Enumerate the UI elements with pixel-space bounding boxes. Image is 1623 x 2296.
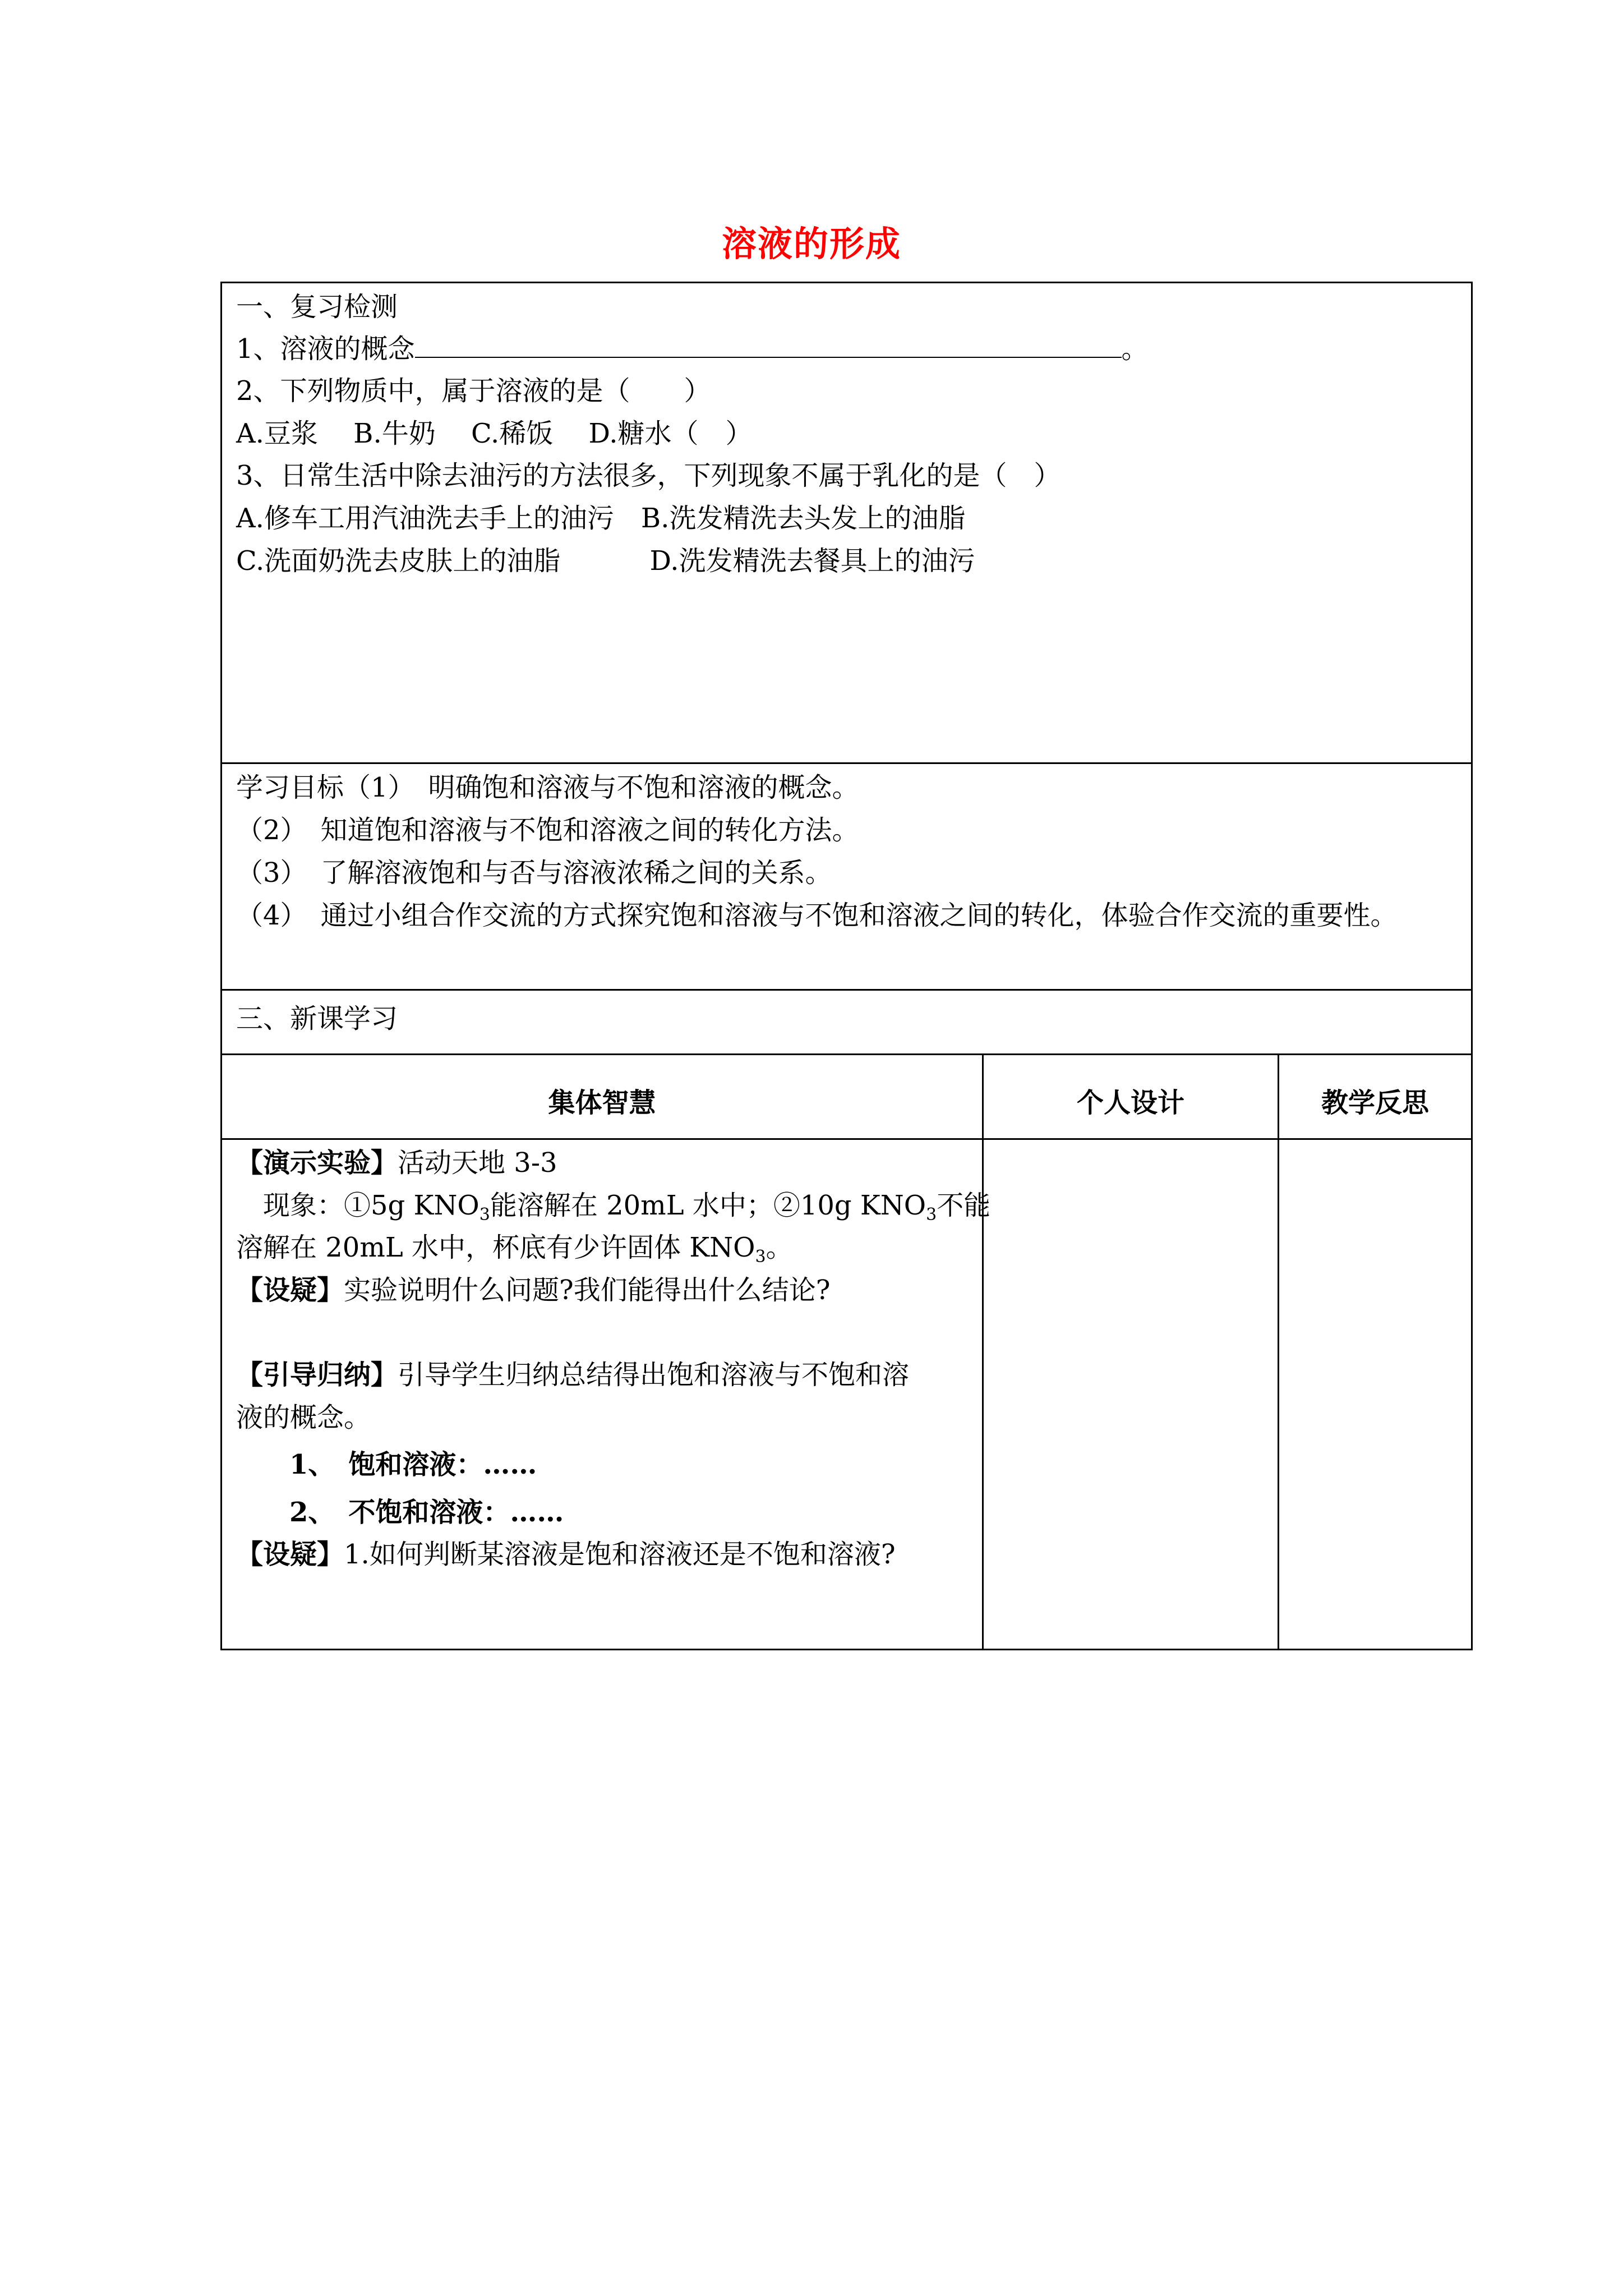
- lesson-table: [220, 1053, 1473, 1650]
- guide-summary-cont: 液的概念。: [236, 1402, 371, 1433]
- goal-2: （2） 知道饱和溶液与不饱和溶液之间的转化方法。: [236, 815, 859, 846]
- subscript: 3: [479, 1205, 490, 1225]
- goals-section: [220, 762, 1473, 991]
- phenomenon-text-c: 不能: [937, 1190, 991, 1221]
- new-lesson-heading: 三、新课学习: [236, 1003, 398, 1034]
- question-3-options-ab: A.修车工用汽油洗去手上的油污 B.洗发精洗去头发上的油脂: [236, 503, 966, 534]
- question-text: 实验说明什么问题?我们能得出什么结论?: [344, 1274, 831, 1306]
- guide-summary: [236, 1358, 909, 1392]
- question-1-end: 。: [1121, 333, 1149, 365]
- subscript: 3: [926, 1205, 937, 1225]
- column-divider: [982, 1055, 984, 1649]
- review-heading: 一、复习检测: [236, 291, 398, 323]
- subscript: 3: [755, 1247, 766, 1267]
- question-tag: 【设疑】: [236, 1539, 344, 1570]
- question-1-text: 1、溶液的概念: [236, 333, 415, 365]
- concept-unsaturated: 2、 不饱和溶液：……: [289, 1497, 564, 1528]
- demo-text: 活动天地 3-3: [398, 1147, 557, 1179]
- header-personal-design: 个人设计: [1076, 1087, 1184, 1119]
- question-1: [236, 332, 1149, 366]
- header-collective-wisdom: 集体智慧: [548, 1087, 656, 1119]
- phenomenon-text-a: 现象：①5g KNO: [236, 1190, 479, 1221]
- phenomenon-line-1: [236, 1189, 991, 1225]
- page-title: 溶液的形成: [721, 223, 901, 264]
- column-divider: [1278, 1055, 1279, 1649]
- question-text: 1.如何判断某溶液是饱和溶液还是不饱和溶液?: [344, 1539, 896, 1570]
- question-2-options: A.豆浆 B.牛奶 C.稀饭 D.糖水（ ）: [236, 418, 753, 449]
- guide-tag: 【引导归纳】: [236, 1359, 398, 1391]
- concept-saturated: 1、 饱和溶液：……: [289, 1449, 537, 1480]
- phenomenon-line-2: [236, 1231, 793, 1267]
- goal-1: 学习目标（1） 明确饱和溶液与不饱和溶液的概念。: [236, 772, 859, 803]
- guide-text: 引导学生归纳总结得出饱和溶液与不饱和溶: [398, 1359, 910, 1391]
- question-3: 3、日常生活中除去油污的方法很多，下列现象不属于乳化的是（ ）: [236, 460, 1061, 491]
- answer-blank: [415, 332, 1122, 358]
- question-prompt-1: [236, 1273, 831, 1307]
- demo-tag: 【演示实验】: [236, 1147, 398, 1179]
- question-2: 2、下列物质中，属于溶液的是（ ）: [236, 375, 711, 407]
- header-teaching-reflection: 教学反思: [1321, 1087, 1429, 1119]
- question-tag: 【设疑】: [236, 1274, 344, 1306]
- review-section: [220, 282, 1473, 764]
- demo-experiment: [236, 1146, 557, 1180]
- new-lesson-section: [220, 989, 1473, 1055]
- header-divider: [222, 1138, 1471, 1140]
- question-prompt-2: [236, 1538, 896, 1571]
- goal-4: （4） 通过小组合作交流的方式探究饱和溶液与不饱和溶液之间的转化，体验合作交流的重要性。: [236, 900, 1398, 931]
- phenomenon-text-b: 能溶解在 20mL 水中；②10g KNO: [490, 1190, 926, 1221]
- phenomenon-text-e: 。: [766, 1232, 793, 1263]
- question-3-options-cd: C.洗面奶洗去皮肤上的油脂 D.洗发精洗去餐具上的油污: [236, 545, 975, 577]
- phenomenon-text-d: 溶解在 20mL 水中，杯底有少许固体 KNO: [236, 1232, 755, 1263]
- goal-3: （3） 了解溶液饱和与否与溶液浓稀之间的关系。: [236, 857, 832, 889]
